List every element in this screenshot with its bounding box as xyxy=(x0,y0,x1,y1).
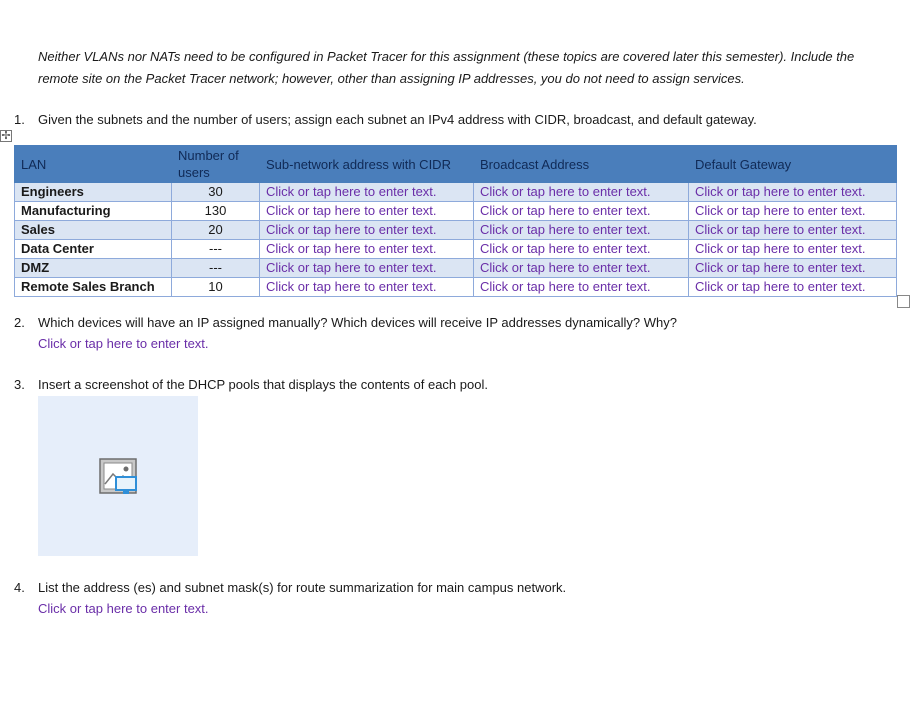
subnet-field[interactable]: Click or tap here to enter text. xyxy=(260,240,474,259)
gateway-field[interactable]: Click or tap here to enter text. xyxy=(689,259,897,278)
lan-name: Data Center xyxy=(15,240,172,259)
answer-4-field[interactable]: Click or tap here to enter text. xyxy=(38,601,209,616)
gateway-field[interactable]: Click or tap here to enter text. xyxy=(689,202,897,221)
header-gateway: Default Gateway xyxy=(689,146,897,183)
subnet-table xyxy=(14,145,897,297)
question-number: 4. xyxy=(14,580,25,595)
header-lan: LAN xyxy=(15,146,172,183)
table-row xyxy=(15,202,897,221)
gateway-field[interactable]: Click or tap here to enter text. xyxy=(689,221,897,240)
subnet-field[interactable]: Click or tap here to enter text. xyxy=(260,221,474,240)
subnet-field[interactable]: Click or tap here to enter text. xyxy=(260,259,474,278)
question-number: 1. xyxy=(14,112,25,127)
question-text: Given the subnets and the number of users; assign each subnet an IPv4 address with CIDR, broadcast, and default gateway. xyxy=(38,112,757,127)
user-count: 10 xyxy=(172,278,260,297)
question-text: Which devices will have an IP assigned manually? Which devices will receive IP addresses dynamically? Why? xyxy=(38,315,677,330)
lan-name: Remote Sales Branch xyxy=(15,278,172,297)
user-count: 30 xyxy=(172,183,260,202)
question-text: List the address (es) and subnet mask(s) for route summarization for main campus network. xyxy=(38,580,567,595)
header-broadcast: Broadcast Address xyxy=(474,146,689,183)
table-move-handle-icon[interactable]: ✢ xyxy=(1,130,11,142)
broadcast-field[interactable]: Click or tap here to enter text. xyxy=(474,221,689,240)
broadcast-field[interactable]: Click or tap here to enter text. xyxy=(474,202,689,221)
subnet-field[interactable]: Click or tap here to enter text. xyxy=(260,202,474,221)
header-subnet: Sub-network address with CIDR xyxy=(260,146,474,183)
insert-picture-icon[interactable] xyxy=(99,458,139,496)
user-count: --- xyxy=(172,240,260,259)
question-text: Insert a screenshot of the DHCP pools that displays the contents of each pool. xyxy=(38,377,488,392)
table-resize-handle-icon[interactable] xyxy=(897,295,910,308)
user-count: --- xyxy=(172,259,260,278)
question-1 xyxy=(14,112,894,127)
gateway-field[interactable]: Click or tap here to enter text. xyxy=(689,278,897,297)
table-row xyxy=(15,259,897,278)
answer-2-field[interactable]: Click or tap here to enter text. xyxy=(38,336,209,351)
broadcast-field[interactable]: Click or tap here to enter text. xyxy=(474,278,689,297)
table-row xyxy=(15,278,897,297)
table-header-row xyxy=(15,146,897,183)
broadcast-field[interactable]: Click or tap here to enter text. xyxy=(474,259,689,278)
subnet-field[interactable]: Click or tap here to enter text. xyxy=(260,278,474,297)
user-count: 20 xyxy=(172,221,260,240)
intro-paragraph: Neither VLANs nor NATs need to be configured in Packet Tracer for this assignment (these topics are covered later this semester). Include the remote site on the Packet Tracer network; however, other than assigning IP addresses, you do not need to assign services. xyxy=(38,49,855,86)
header-users: Number of users xyxy=(172,146,260,183)
lan-name: Sales xyxy=(15,221,172,240)
table-row xyxy=(15,221,897,240)
question-4 xyxy=(14,580,894,595)
question-2 xyxy=(14,315,894,330)
broadcast-field[interactable]: Click or tap here to enter text. xyxy=(474,183,689,202)
broadcast-field[interactable]: Click or tap here to enter text. xyxy=(474,240,689,259)
lan-name: Manufacturing xyxy=(15,202,172,221)
question-3 xyxy=(14,377,894,392)
subnet-field[interactable]: Click or tap here to enter text. xyxy=(260,183,474,202)
question-number: 3. xyxy=(14,377,25,392)
gateway-field[interactable]: Click or tap here to enter text. xyxy=(689,183,897,202)
lan-name: DMZ xyxy=(15,259,172,278)
user-count: 130 xyxy=(172,202,260,221)
lan-name: Engineers xyxy=(15,183,172,202)
table-row xyxy=(15,240,897,259)
gateway-field[interactable]: Click or tap here to enter text. xyxy=(689,240,897,259)
table-row xyxy=(15,183,897,202)
question-number: 2. xyxy=(14,315,25,330)
